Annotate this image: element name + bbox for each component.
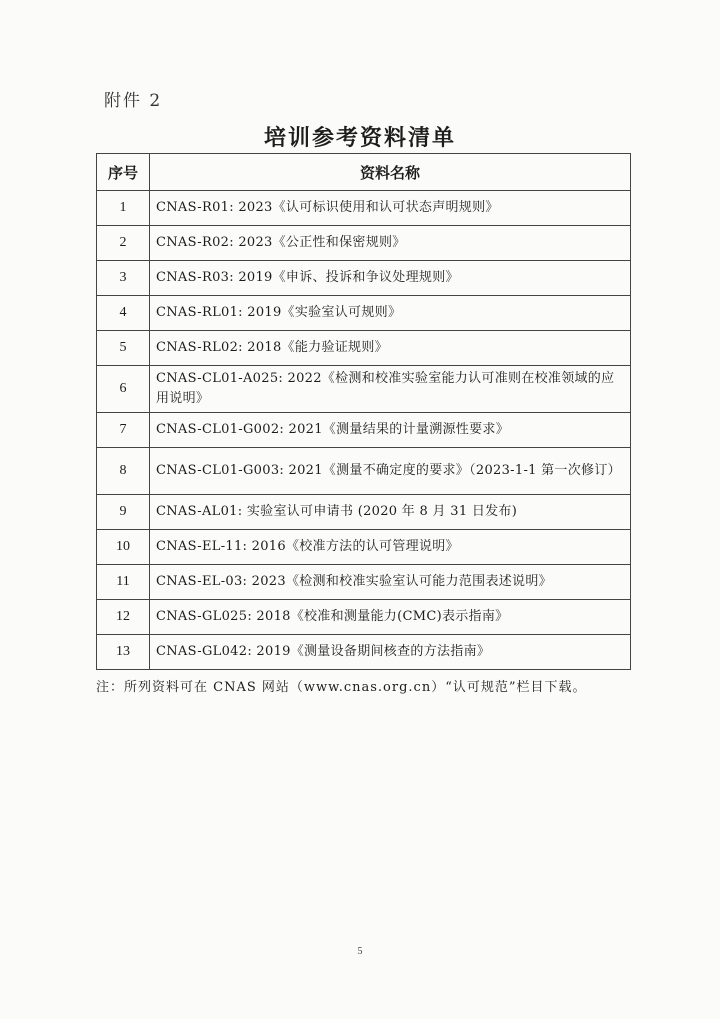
row-number: 4 bbox=[97, 296, 150, 331]
footnote: 注：所列资料可在 CNAS 网站（www.cnas.org.cn）“认可规范”栏目下载。 bbox=[96, 680, 587, 695]
row-name: CNAS-R02: 2023《公正性和保密规则》 bbox=[150, 226, 631, 261]
table-row bbox=[97, 495, 631, 530]
table-row bbox=[97, 565, 631, 600]
page-number: 5 bbox=[357, 946, 363, 957]
row-name: CNAS-CL01-G002: 2021《测量结果的计量溯源性要求》 bbox=[150, 413, 631, 448]
row-name: CNAS-EL-11: 2016《校准方法的认可管理说明》 bbox=[150, 530, 631, 565]
row-number: 5 bbox=[97, 331, 150, 366]
row-number: 6 bbox=[97, 366, 150, 413]
table-row bbox=[97, 413, 631, 448]
table-row bbox=[97, 331, 631, 366]
table-row bbox=[97, 530, 631, 565]
row-name: CNAS-RL01: 2019《实验室认可规则》 bbox=[150, 296, 631, 331]
row-number: 8 bbox=[97, 448, 150, 495]
reference-table bbox=[96, 153, 631, 670]
table-row bbox=[97, 191, 631, 226]
row-name: CNAS-CL01-G003: 2021《测量不确定度的要求》（2023-1-1 第一次修订） bbox=[150, 448, 631, 495]
table-row bbox=[97, 635, 631, 670]
table-row bbox=[97, 261, 631, 296]
header-number: 序号 bbox=[97, 154, 150, 191]
row-number: 10 bbox=[97, 530, 150, 565]
row-number: 9 bbox=[97, 495, 150, 530]
table-row bbox=[97, 226, 631, 261]
row-name: CNAS-CL01-A025: 2022《检测和校准实验室能力认可准则在校准领域的应用说明》 bbox=[150, 366, 631, 413]
row-name: CNAS-RL02: 2018《能力验证规则》 bbox=[150, 331, 631, 366]
row-name: CNAS-R01: 2023《认可标识使用和认可状态声明规则》 bbox=[150, 191, 631, 226]
table-header-row bbox=[97, 154, 631, 191]
document-title: 培训参考资料清单 bbox=[263, 126, 456, 151]
row-name: CNAS-GL042: 2019《测量设备期间核查的方法指南》 bbox=[150, 635, 631, 670]
row-number: 1 bbox=[97, 191, 150, 226]
row-name: CNAS-GL025: 2018《校准和测量能力(CMC)表示指南》 bbox=[150, 600, 631, 635]
row-number: 7 bbox=[97, 413, 150, 448]
row-name: CNAS-R03: 2019《申诉、投诉和争议处理规则》 bbox=[150, 261, 631, 296]
attachment-label: 附件 2 bbox=[104, 91, 163, 111]
row-name: CNAS-AL01: 实验室认可申请书 (2020 年 8 月 31 日发布) bbox=[150, 495, 631, 530]
header-name: 资料名称 bbox=[150, 154, 631, 191]
table-row bbox=[97, 600, 631, 635]
row-number: 2 bbox=[97, 226, 150, 261]
row-number: 11 bbox=[97, 565, 150, 600]
row-number: 13 bbox=[97, 635, 150, 670]
table-row bbox=[97, 448, 631, 495]
row-name: CNAS-EL-03: 2023《检测和校准实验室认可能力范围表述说明》 bbox=[150, 565, 631, 600]
table-row bbox=[97, 366, 631, 413]
row-number: 3 bbox=[97, 261, 150, 296]
table-row bbox=[97, 296, 631, 331]
row-number: 12 bbox=[97, 600, 150, 635]
